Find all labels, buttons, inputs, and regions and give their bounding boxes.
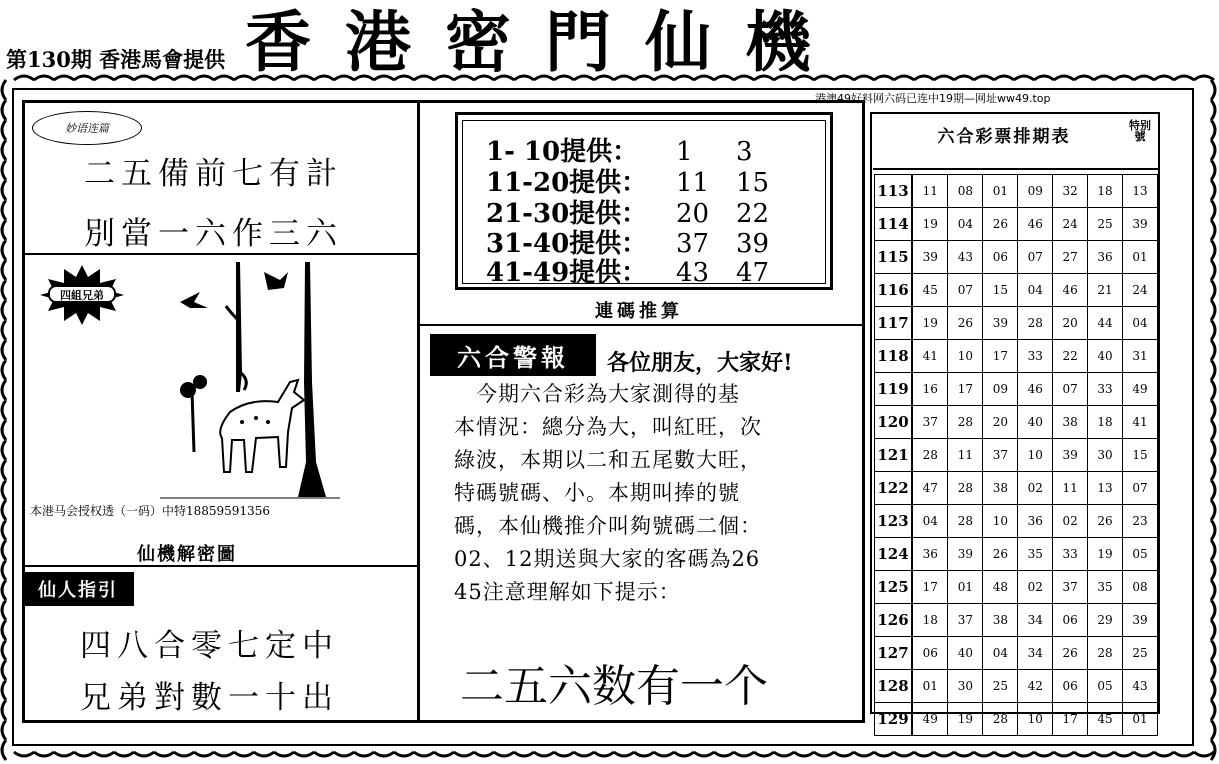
period-cell: 117 [875,307,913,340]
report-line: 碼，本仙機推介叫夠號碼二個： [454,514,762,538]
number-cell: 30 [948,670,983,703]
range-value: 22 [736,199,770,229]
report-line: 今期六合彩為大家測得的基 [454,382,740,406]
report-body [454,378,854,609]
number-cell: 24 [1053,208,1088,241]
number-cell: 18 [912,604,948,637]
number-cell: 13 [1123,175,1158,208]
number-cell: 05 [1088,670,1123,703]
number-cell: 39 [912,241,948,274]
period-cell: 124 [875,538,913,571]
special-number-label: 特别號 [1129,119,1151,143]
report-line: 02、12期送與大家的客碼為26 [454,547,761,571]
period-cell: 115 [875,241,913,274]
report-line: 綠波，本期以二和五尾數大旺， [454,448,762,472]
period-cell: 119 [875,373,913,406]
period-cell: 120 [875,406,913,439]
number-cell: 33 [1053,538,1088,571]
table-row [875,505,1158,538]
number-cell: 43 [948,241,983,274]
deer-illustration [160,262,340,502]
divider [22,253,420,255]
range-label: 21-30提供： [486,199,648,229]
number-cell: 01 [1123,703,1158,736]
period-cell: 123 [875,505,913,538]
number-cell: 11 [948,439,983,472]
number-cell: 40 [948,637,983,670]
number-cell: 20 [1053,307,1088,340]
range-value: 15 [736,168,770,198]
number-cell: 47 [912,472,948,505]
number-cell: 26 [983,208,1018,241]
range-value: 1 [676,137,693,167]
table-row [875,538,1158,571]
number-cell: 37 [912,406,948,439]
greeting: 各位朋友，大家好! [607,350,793,376]
number-cell: 19 [948,703,983,736]
range-value: 39 [736,229,770,259]
website-note: 港澳49好料网六码已连中19期—网址ww49.top [815,92,1051,105]
number-cell: 10 [948,340,983,373]
table-row [875,274,1158,307]
star-badge-label: 四組兄弟 [48,285,116,303]
number-cell: 45 [1088,703,1123,736]
number-cell: 25 [1088,208,1123,241]
number-cell: 34 [1018,604,1053,637]
calc-title: 連碼推算 [595,301,683,322]
number-cell: 39 [1123,208,1158,241]
number-cell: 25 [983,670,1018,703]
number-cell: 39 [1053,439,1088,472]
range-label: 31-40提供： [486,229,648,259]
number-cell: 40 [1018,406,1053,439]
number-cell: 04 [912,505,948,538]
number-cell: 26 [1088,505,1123,538]
period-cell: 122 [875,472,913,505]
table-row [875,637,1158,670]
number-cell: 46 [1018,373,1053,406]
image-caption: 仙機解密圖 [137,544,237,565]
number-cell: 19 [1088,538,1123,571]
table-row [875,670,1158,703]
range-value: 43 [676,258,710,288]
number-cell: 18 [1088,175,1123,208]
period-cell: 128 [875,670,913,703]
range-label: 41-49提供： [486,258,648,288]
table-row [875,373,1158,406]
number-cell: 27 [1053,241,1088,274]
number-cell: 24 [1123,274,1158,307]
number-cell: 13 [1088,472,1123,505]
number-cell: 46 [1053,274,1088,307]
number-cell: 30 [1088,439,1123,472]
number-cell: 09 [983,373,1018,406]
number-cell: 17 [948,373,983,406]
number-cell: 49 [1123,373,1158,406]
poem-line: 二五備前七有計 [84,156,343,192]
range-label: 11-20提供： [486,168,648,198]
report-line: 本情況：總分為大，叫紅旺，次 [454,415,762,439]
number-cell: 16 [912,373,948,406]
number-cell: 17 [1053,703,1088,736]
number-cell: 28 [1018,307,1053,340]
number-cell: 41 [1123,406,1158,439]
period-cell: 114 [875,208,913,241]
credit-line: 本港马会授权透（一码）中特18859591356 [30,504,270,518]
number-cell: 19 [912,208,948,241]
period-cell: 121 [875,439,913,472]
number-cell: 36 [912,538,948,571]
number-cell: 11 [912,175,948,208]
number-cell: 26 [948,307,983,340]
number-cell: 38 [983,472,1018,505]
number-cell: 02 [1018,472,1053,505]
number-cell: 01 [1123,241,1158,274]
number-cell: 28 [948,472,983,505]
number-cell: 08 [948,175,983,208]
page-title: 香港密門仙機 [245,3,845,81]
number-cell: 10 [983,505,1018,538]
range-row [486,252,786,289]
table-row [875,571,1158,604]
number-cell: 19 [912,307,948,340]
number-cell: 25 [1123,637,1158,670]
alarm-label: 六合警報 [430,334,596,376]
number-cell: 20 [983,406,1018,439]
number-cell: 39 [948,538,983,571]
number-cell: 04 [948,208,983,241]
period-cell: 126 [875,604,913,637]
number-cell: 09 [1018,175,1053,208]
number-cell: 02 [1018,571,1053,604]
number-cell: 34 [1018,637,1053,670]
number-cell: 07 [1018,241,1053,274]
number-cell: 04 [1123,307,1158,340]
period-cell: 116 [875,274,913,307]
poem-badge: 妙语连篇 [32,111,142,145]
table-row [875,472,1158,505]
range-value: 20 [676,199,710,229]
table-row [875,175,1158,208]
period-cell: 129 [875,703,913,736]
period-cell: 113 [875,175,913,208]
number-cell: 06 [1053,604,1088,637]
number-cell: 06 [912,637,948,670]
poem-line: 四八合零七定中 [80,628,339,664]
number-cell: 46 [1018,208,1053,241]
number-cell: 36 [1088,241,1123,274]
number-cell: 37 [948,604,983,637]
number-cell: 04 [983,637,1018,670]
number-cell: 17 [912,571,948,604]
number-cell: 33 [1088,373,1123,406]
period-cell: 118 [875,340,913,373]
period-cell: 127 [875,637,913,670]
divider [420,324,865,326]
number-cell: 06 [983,241,1018,274]
issue-label: 第130期 香港馬會提供 [6,47,226,72]
number-cell: 32 [1053,175,1088,208]
number-cell: 15 [1123,439,1158,472]
number-cell: 06 [1053,670,1088,703]
number-cell: 39 [1123,604,1158,637]
number-cell: 26 [1053,637,1088,670]
report-line: 45注意理解如下提示： [454,580,681,604]
number-cell: 21 [1088,274,1123,307]
number-cell: 40 [1088,340,1123,373]
poem-line: 兄弟對數一十出 [80,680,339,716]
table-row [875,406,1158,439]
table-row [875,439,1158,472]
number-cell: 45 [912,274,948,307]
number-cell: 10 [1018,439,1053,472]
number-cell: 37 [1053,571,1088,604]
number-cell: 23 [1123,505,1158,538]
range-label: 1- 10提供： [486,137,639,167]
table-row [875,241,1158,274]
number-cell: 08 [1123,571,1158,604]
number-cell: 05 [1123,538,1158,571]
number-cell: 07 [1053,373,1088,406]
number-cell: 35 [1018,538,1053,571]
number-cell: 28 [948,505,983,538]
number-cell: 48 [983,571,1018,604]
table-row [875,703,1158,736]
draw-table [874,174,1158,736]
slogan: 二五六数有一个 [460,661,768,712]
number-cell: 43 [1123,670,1158,703]
number-cell: 44 [1088,307,1123,340]
number-cell: 02 [1053,505,1088,538]
number-cell: 10 [1018,703,1053,736]
number-cell: 28 [983,703,1018,736]
range-value: 11 [676,168,710,198]
number-cell: 35 [1088,571,1123,604]
number-cell: 37 [983,439,1018,472]
number-cell: 29 [1088,604,1123,637]
number-cell: 01 [948,571,983,604]
guide-label: 仙人指引 [22,572,134,606]
number-cell: 28 [912,439,948,472]
number-cell: 01 [983,175,1018,208]
number-cell: 22 [1053,340,1088,373]
number-cell: 07 [1123,472,1158,505]
range-value: 47 [736,258,770,288]
number-cell: 33 [1018,340,1053,373]
report-line: 特碼號碼、小。本期叫捧的號 [454,481,740,505]
table-row [875,604,1158,637]
table-row [875,208,1158,241]
range-value: 37 [676,229,710,259]
period-cell: 125 [875,571,913,604]
number-cell: 11 [1053,472,1088,505]
number-cell: 28 [1088,637,1123,670]
number-cell: 07 [948,274,983,307]
number-cell: 31 [1123,340,1158,373]
number-cell: 49 [912,703,948,736]
number-cell: 15 [983,274,1018,307]
table-title: 六合彩票排期表 [937,127,1071,147]
number-cell: 01 [912,670,948,703]
number-cell: 38 [983,604,1018,637]
number-cell: 04 [1018,274,1053,307]
number-cell: 39 [983,307,1018,340]
number-cell: 28 [948,406,983,439]
star-badge [40,265,124,325]
poem-line: 別當一六作三六 [84,216,343,252]
number-cell: 18 [1088,406,1123,439]
number-cell: 41 [912,340,948,373]
number-cell: 38 [1053,406,1088,439]
divider [873,168,1158,170]
number-cell: 17 [983,340,1018,373]
table-row [875,340,1158,373]
number-cell: 36 [1018,505,1053,538]
table-row [875,307,1158,340]
range-value: 3 [736,137,753,167]
number-cell: 26 [983,538,1018,571]
number-cell: 42 [1018,670,1053,703]
